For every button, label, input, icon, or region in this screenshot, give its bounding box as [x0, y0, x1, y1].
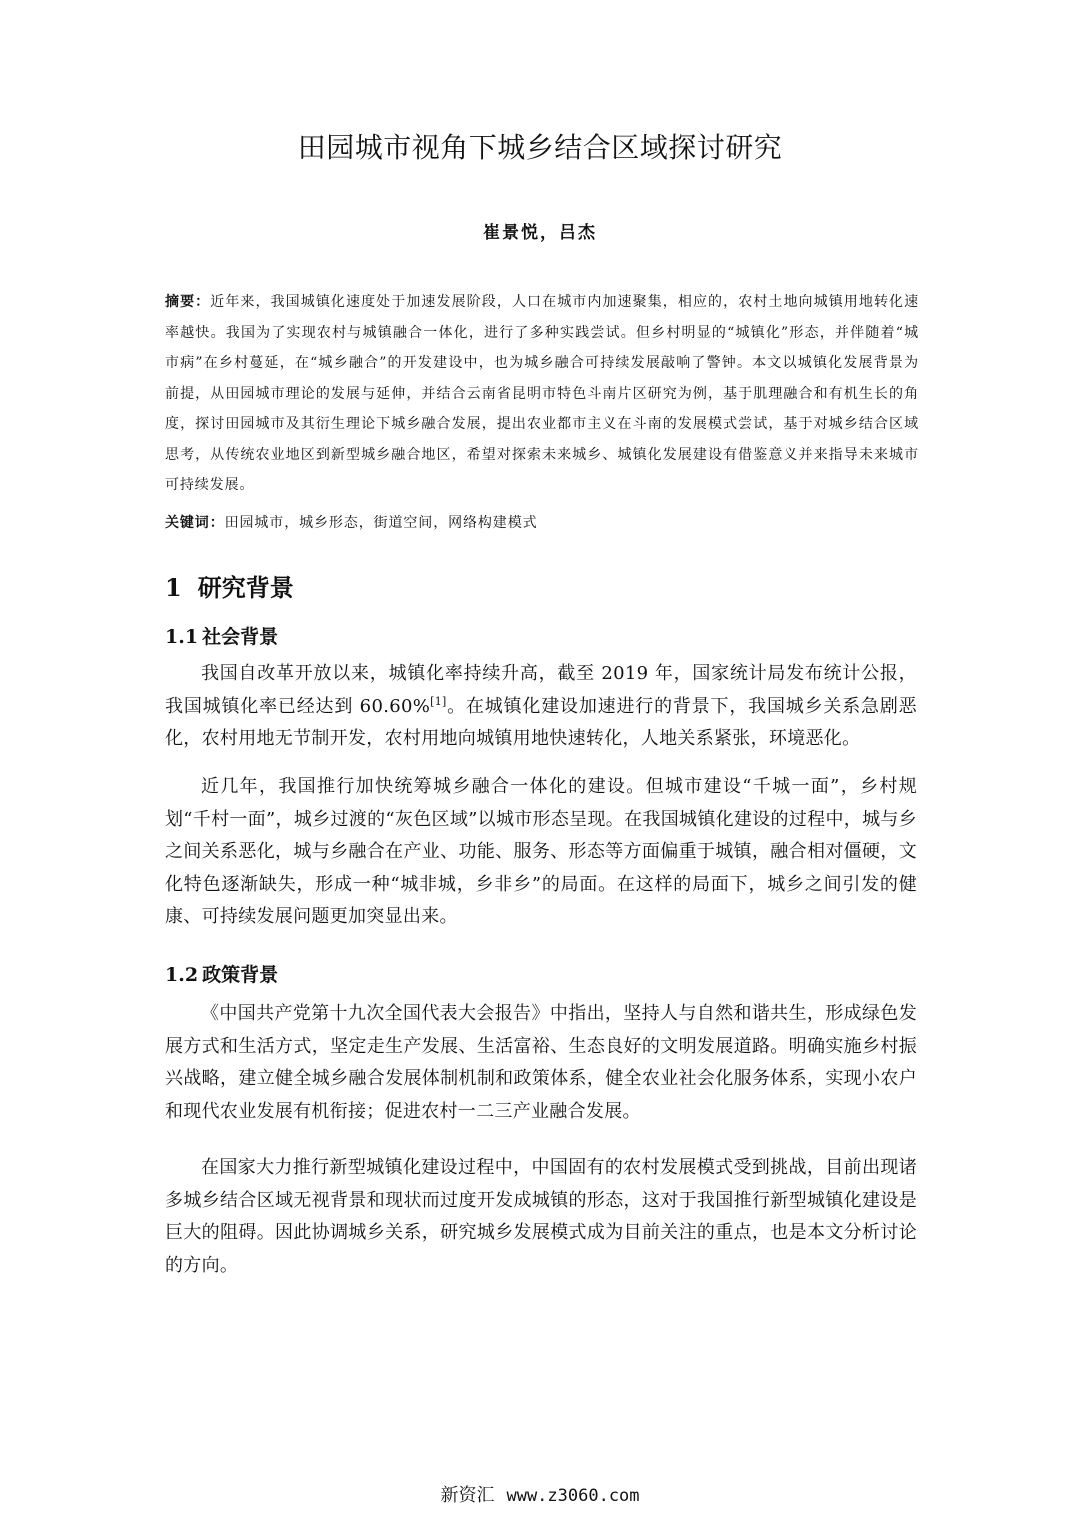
abstract-text: 近年来，我国城镇化速度处于加速发展阶段，人口在城市内加速聚集，相应的，农村土地向城镇用地转化速率越快。我国为了实现农村与城镇融合一体化，进行了多种实践尝试。但乡村明显的“城镇化”形态，并伴随着“城市病”在乡村蔓延，在“城乡融合”的开发建设中，也为城乡融合可持续发展敲响了警钟。本文以城镇化发展背景为前提，从田园城市理论的发展与延伸，并结合云南省昆明市特色斗南片区研究为例，基于肌理融合和有机生长的角度，探讨田园城市及其衍生理论下城乡融合发展，提出农业都市主义在斗南的发展模式尝试，基于对城乡结合区域思考，从传统农业地区到新型城乡融合地区，希望对探索未来城乡、城镇化发展建设有借鉴意义并来指导未来城市可持续发展。 [165, 294, 920, 493]
citation-ref: [1] [430, 694, 447, 708]
paragraph-1-2-1: 《中国共产党第十九次全国代表大会报告》中指出，坚持人与自然和谐共生，形成绿色发展方式和生活方式，坚定走生产发展、生活富裕、生态良好的文明发展道路。明确实施乡村振兴战略，建立健全城乡融合发展体制机制和政策体系，健全农业社会化服务体系，实现小农户和现代农业发展有机衔接；促进农村一二三产业融合发展。 [165, 1003, 917, 1122]
paragraph-1-1-1-part-b: 。在城镇化建设加速进行的背景下，我国城乡关系急剧恶化，农村用地无节制开发，农村用地向城镇用地快速转化，人地关系紧张，环境恶化。 [165, 695, 917, 750]
page-footer-watermark [0, 1483, 1080, 1509]
paragraph-1-1-1-part-a: 我国自改革开放以来，城镇化率持续升高，截至 2019 年，国家统计局发布统计公报，我国城镇化率已经达到 60.60% [165, 663, 917, 717]
keywords-label: 关键词： [165, 515, 225, 531]
section-1-number: 1 [165, 573, 182, 602]
section-1-heading [165, 570, 294, 606]
abstract-label: 摘要： [165, 294, 211, 310]
section-1-title: 研究背景 [197, 573, 294, 602]
abstract [165, 287, 919, 501]
footer-brand: 新资汇 [440, 1485, 495, 1506]
section-1-1-number: 1.1 [165, 626, 199, 648]
paragraph-1-1-1 [165, 658, 917, 756]
paper-title: 田园城市视角下城乡结合区域探讨研究 [297, 131, 783, 164]
section-1-2-heading [165, 960, 278, 990]
section-1-2-title: 政策背景 [202, 964, 279, 986]
keywords-text: 田园城市，城乡形态，街道空间，网络构建模式 [224, 515, 538, 531]
keywords [165, 509, 919, 537]
footer-url: www.z3060.com [506, 1486, 640, 1506]
paper-authors: 崔景悦，吕杰 [483, 223, 597, 243]
section-1-1-title: 社会背景 [202, 626, 279, 648]
paragraph-1-1-2: 近几年，我国推行加快统筹城乡融合一体化的建设。但城市建设“千城一面”，乡村规划“千村一面”，城乡过渡的“灰色区域”以城市形态呈现。在我国城镇化建设的过程中，城与乡之间关系恶化，城与乡融合在产业、功能、服务、形态等方面偏重于城镇，融合相对僵硬，文化特色逐渐缺失，形成一种“城非城，乡非乡”的局面。在这样的局面下，城乡之间引发的健康、可持续发展问题更加突显出来。 [165, 776, 917, 928]
paragraph-1-2-2: 在国家大力推行新型城镇化建设过程中，中国固有的农村发展模式受到挑战，目前出现诸多城乡结合区域无视背景和现状而过度开发成城镇的形态，这对于我国推行新型城镇化建设是巨大的阻碍。因此协调城乡关系，研究城乡发展模式成为目前关注的重点，也是本文分析讨论的方向。 [165, 1157, 917, 1276]
section-1-2-number: 1.2 [165, 964, 199, 986]
section-1-1-heading [165, 622, 278, 652]
